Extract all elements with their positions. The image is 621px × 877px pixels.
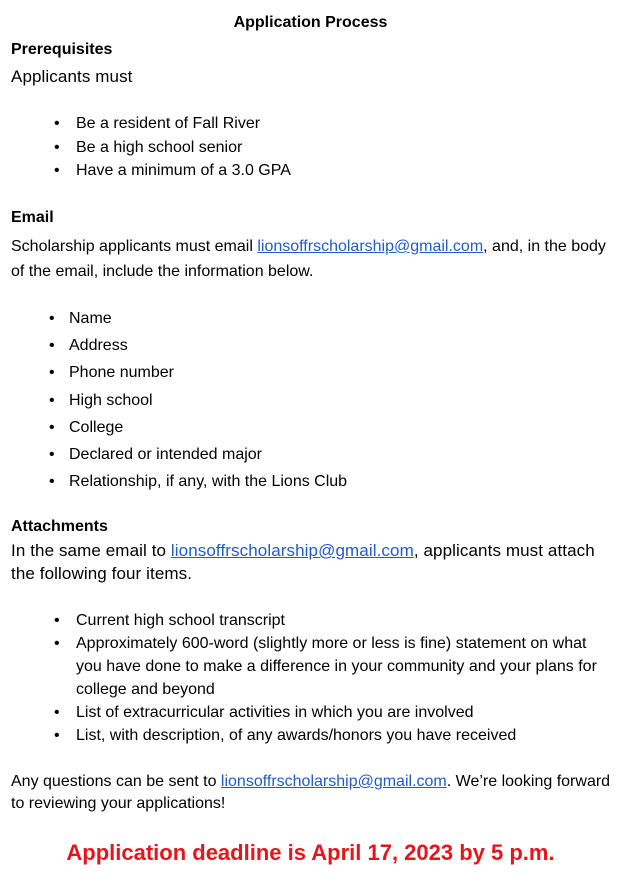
closing-email-link[interactable]: lionsoffrscholarship@gmail.com bbox=[220, 773, 447, 790]
email-link[interactable]: lionsoffrscholarship@gmail.com bbox=[257, 238, 484, 255]
email-info-list bbox=[69, 305, 589, 495]
attachments-text-after: , applicants must attach the following four items. bbox=[11, 541, 595, 583]
prerequisites-list bbox=[76, 112, 596, 183]
email-text-after: , and, in the body of the email, include the information below. bbox=[11, 238, 606, 280]
email-paragraph bbox=[11, 234, 613, 284]
list-item: • Approximately 600-word (slightly more or less is fine) statement on what you have done to make a difference in your community and your plans for college and beyond bbox=[76, 632, 616, 701]
closing-text-before: Any questions can be sent to bbox=[11, 773, 221, 790]
email-text-before: Scholarship applicants must email bbox=[11, 238, 258, 255]
attachments-email-link[interactable]: lionsoffrscholarship@gmail.com bbox=[170, 541, 414, 560]
list-item: • Declared or intended major bbox=[69, 441, 589, 468]
attachments-text-before: In the same email to bbox=[11, 541, 171, 560]
list-item: • High school bbox=[69, 387, 589, 414]
attachments-list bbox=[76, 609, 616, 747]
list-item: • Have a minimum of a 3.0 GPA bbox=[76, 159, 596, 183]
list-item: • Relationship, if any, with the Lions Club bbox=[69, 468, 589, 495]
prerequisites-intro: Applicants must bbox=[11, 67, 133, 86]
page-title: Application Process bbox=[233, 14, 388, 31]
list-item: • List of extracurricular activities in which you are involved bbox=[76, 701, 616, 724]
list-item: • Current high school transcript bbox=[76, 609, 616, 632]
attachments-paragraph bbox=[11, 539, 613, 585]
closing-paragraph bbox=[11, 771, 613, 815]
prerequisites-heading: Prerequisites bbox=[11, 41, 113, 58]
list-item: • Name bbox=[69, 305, 589, 332]
list-item: • Be a high school senior bbox=[76, 136, 596, 160]
attachments-heading: Attachments bbox=[11, 518, 108, 535]
application-deadline: Application deadline is April 17, 2023 by 5 p.m. bbox=[66, 840, 555, 865]
list-item: • List, with description, of any awards/honors you have received bbox=[76, 724, 616, 747]
closing-text-after: . We’re looking forward to reviewing your applications! bbox=[11, 773, 611, 812]
list-item: • Address bbox=[69, 332, 589, 359]
list-item: • Phone number bbox=[69, 359, 589, 386]
list-item: • College bbox=[69, 414, 589, 441]
email-heading: Email bbox=[11, 209, 54, 226]
list-item: • Be a resident of Fall River bbox=[76, 112, 596, 136]
